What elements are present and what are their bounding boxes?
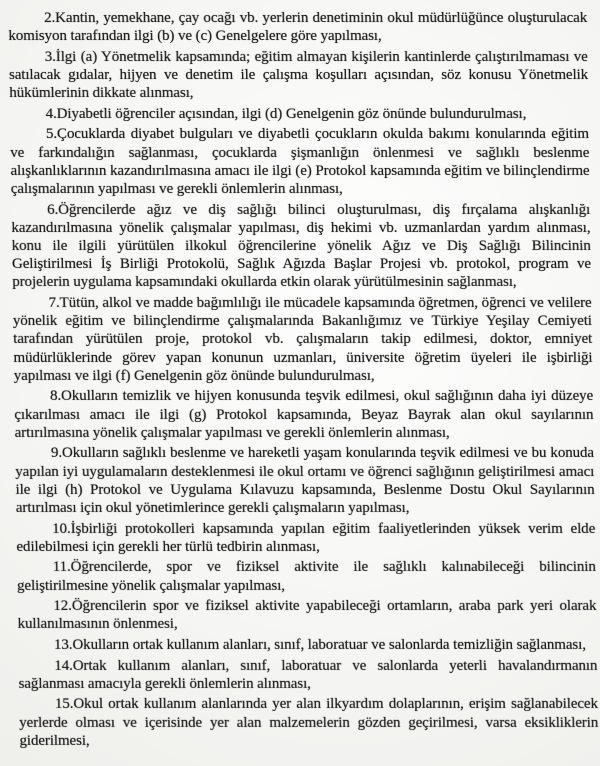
paragraph-item-12: 12.Öğrencilerin spor ve fiziksel aktivite yapabileceği ortamların, araba park yeri olarak kullanılmasının önlenmesi,	[17, 598, 597, 633]
paragraph-item-5: 5.Çocuklarda diyabet bulguları ve diyabetli çocukların okulda bakımı konularında eğitim ve farkındalığın sağlanması, çocuklarda şişmanlığın önlenmesi ve sağlıklı beslenme alışkanlıklarının kazandırılmasına amacı ile ilgi (e) Protokol kapsamında eğitim ve bilinçlendirme çalışmalarının yapılması ve gerekli önlemlerin alınması,	[10, 126, 590, 197]
paragraph-item-4: 4.Diyabetli öğrenciler açısından, ilgi (d) Genelgenin göz önünde bulundurulması,	[45, 105, 527, 122]
paragraph-item-2: 2.Kantin, yemekhane, çay ocağı vb. yerlerin denetiminin okul müdürlüğünce oluşturulacak komisyon tarafından ilgi (b) ve (c) Genelgelere göre yapılması,	[8, 10, 588, 45]
paragraph-item-7: 7.Tütün, alkol ve madde bağımlılığı ile mücadele kapsamında öğretmen, öğrenci ve velilere yönelik eğitim ve bilinçlendirme çalışmalarında Bakanlığımız ve Türkiye Yeşilay Cemiyeti tarafından yürütülen proje, protokol vb. çalışmaların takip edilmesi, doktor, emniyet müdürlüklerinde görev yapan konunun uzmanları, üniversite öğretim üyeleri ile işbirliği yapılması ve ilgi (f) Genelgenin göz önünde bulundurulması,	[12, 295, 593, 384]
paragraph-item-8: 8.Okulların temizlik ve hijyen konusunda teşvik edilmesi, okul sağlığının daha iyi düzeye çıkarılması amacı ile ilgi (g) Protokol kapsamında, Beyaz Bayrak alan okul sayılarının artırılmasına yönelik çalışmalar yapılması ve gerekli önlemlerin alınması,	[14, 388, 594, 441]
paragraph-item-9: 9.Okulların sağlıklı beslenme ve hareketli yaşam konularında teşvik edilmesi ve bu konuda yapılan iyi uygulamaların desteklenmesi ile okul ortamı ve öğrenci sağlığının geliştirilmesi amacı ile ilgi (h) Protokol ve Uygulama Kılavuzu kapsamında, Beslenme Dostu Okul Sayılarının artırılması için okul yönetimlerince gerekli çalışmaların yapılması,	[15, 445, 595, 517]
paragraph-item-14: 14.Ortak kullanım alanları, sınıf, laboratuar ve salonlarda yeterli havalandırmanın sağlanması amacıyla gerekli önlemlerin alınması,	[18, 657, 598, 692]
paragraph-item-6: 6.Öğrencilerde ağız ve diş sağlığı bilinci oluşturulması, diş fırçalama alışkanlığı kazandırılmasına yönelik çalışmalar yapılması, diş hekimi vb. uzmanlardan yardım alınması, konu ile ilgili yürütülen ilkokul öğrencilerine yönelik Ağız ve Diş Sağlığı Bilincinin Geliştirilmesi İş Birliği Protokolü, Sağlık Ağızda Başlar Projesi vb. protokol, program ve projelerin uygulama kapsamındaki okullarda etkin olarak yürütülmesinin sağlanması,	[11, 201, 592, 291]
document-text-block	[8, 9, 599, 750]
paragraph-item-13: 13.Okulların ortak kullanım alanları, sınıf, laboratuar ve salonlarda temizliğin sağlanması,	[53, 637, 587, 653]
paragraph-item-11: 11.Öğrencilerde, spor ve fiziksel aktivite ile sağlıklı kalınabileceği bilincinin geliştirilmesine yönelik çalışmalar yapılması,	[16, 559, 596, 594]
paragraph-item-3: 3.İlgi (a) Yönetmelik kapsamında; eğitim almayan kişilerin kantinlerde çalıştırılmaması ve satılacak gıdalar, hijyen ve denetim ile çalışma koşulları açısından, söz konusu Yönetmelik hükümlerinin dikkate alınması,	[8, 48, 589, 102]
paragraph-item-10: 10.İşbirliği protokolleri kapsamında yapılan eğitim faaliyetlerinden yüksek verim elde edilebilmesi için gerekli her türlü tedbirin alınması,	[16, 520, 596, 555]
paragraph-item-15: 15.Okul ortak kullanım alanlarında yer alan ilkyardım dolaplarının, erişim sağlanabilecek yerlerde olması ve içerisinde yer alan malzemelerin gözden geçirilmesi, varsa eksikliklerin giderilmesi,	[19, 696, 599, 749]
